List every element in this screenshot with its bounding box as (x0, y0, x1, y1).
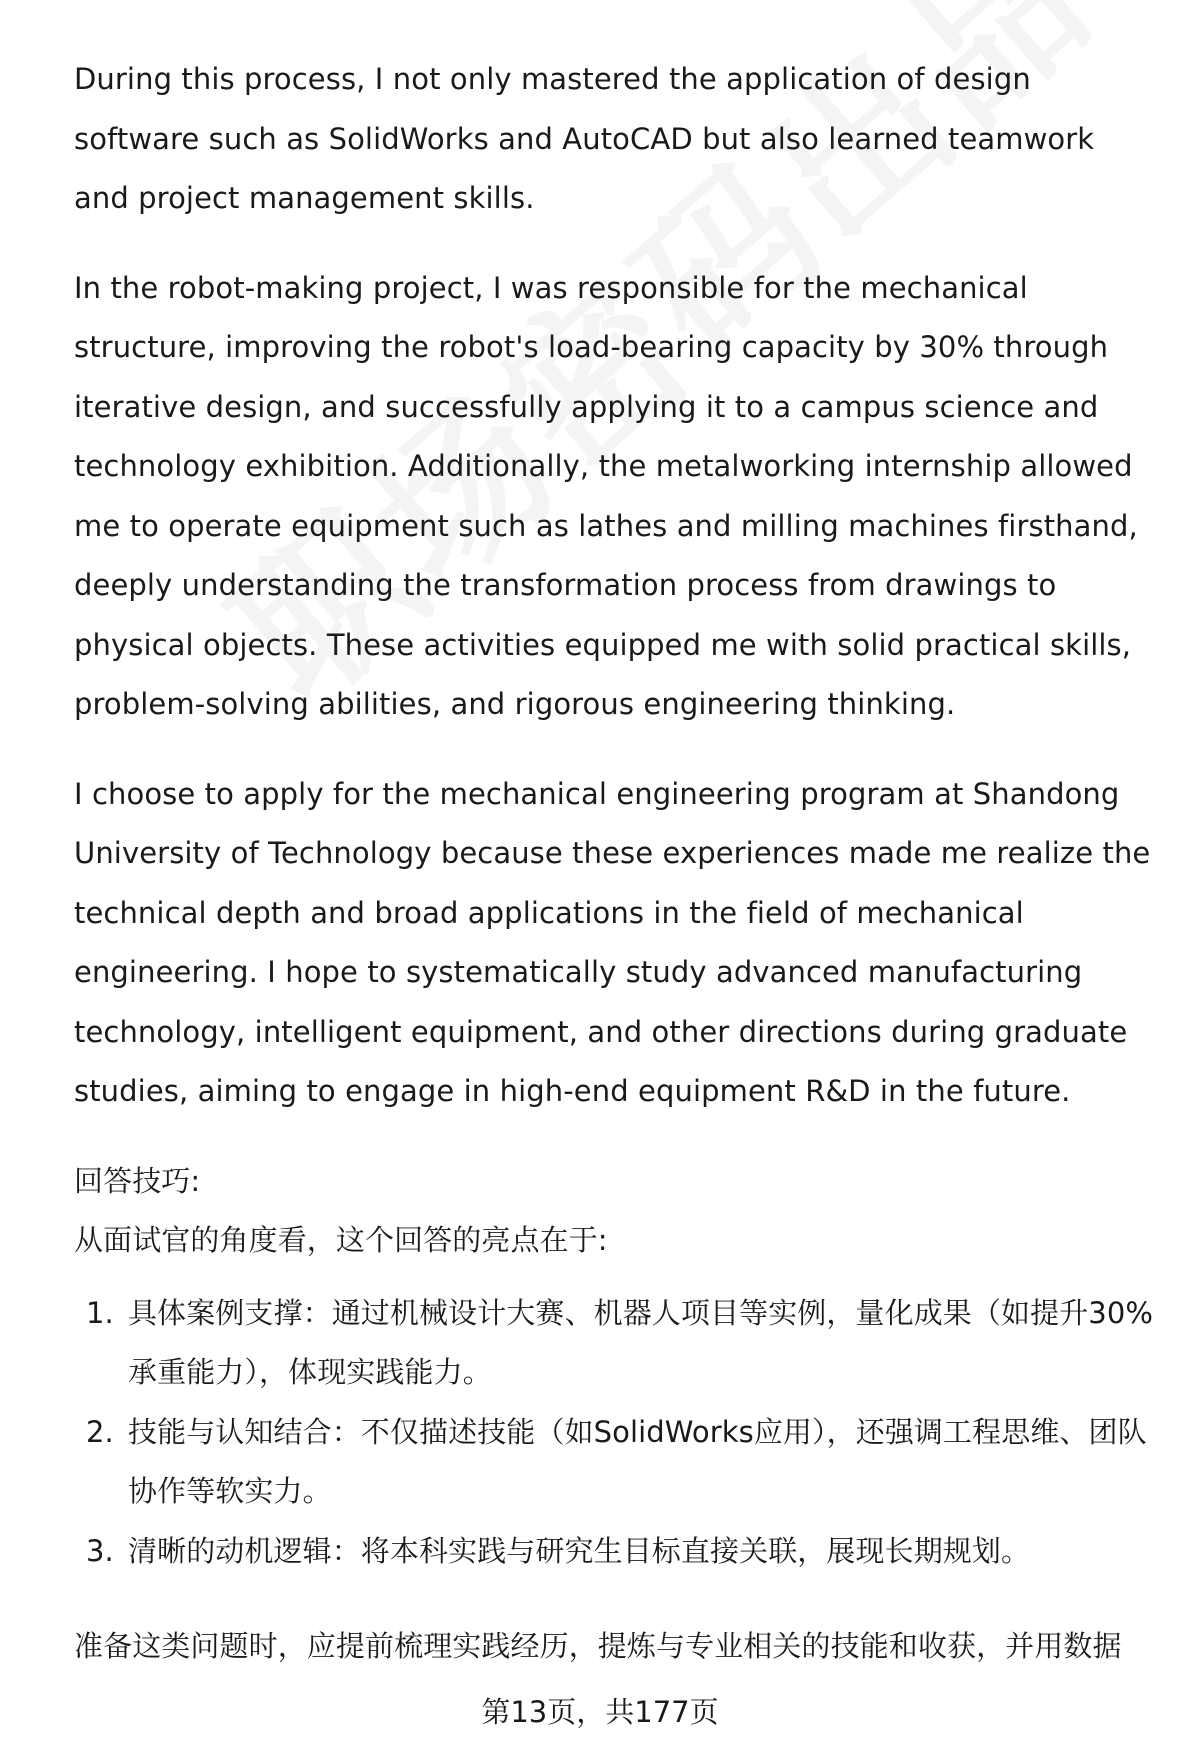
list-item-number: 2. (86, 1414, 114, 1449)
page-number-footer: 第13页，共177页 (0, 1692, 1200, 1732)
list-item-text: 清晰的动机逻辑：将本科实践与研究生目标直接关联，展现长期规划。 (128, 1533, 1031, 1568)
closing-paragraph: 准备这类问题时，应提前梳理实践经历，提炼与专业相关的技能和收获，并用数据 (74, 1629, 1122, 1663)
paragraph-robot-project: In the robot-making project, I was responsible for the mechanical structure, improving the robot's load-bearing capacity by 30% through iterative design, and successfully applying it to a campus science and technology exhibition. Additionally, the metalworking internship allowed me to operate equipment such as lathes and milling machines firsthand, deeply understanding the transformation process from drawings to physical objects. These activities equipped me with solid practical skills, problem-solving abilities, and rigorous engineering thinking. (74, 270, 1138, 721)
list-item (74, 1284, 1154, 1403)
paragraph-motivation: I choose to apply for the mechanical engineering program at Shandong University of Technology because these experiences made me realize the technical depth and broad applications in the field of mechanical engineering. I hope to systematically study advanced manufacturing technology, intelligent equipment, and other directions during graduate studies, aiming to engage in high-end equipment R&D in the future. (74, 776, 1151, 1108)
tips-intro: 从面试官的角度看，这个回答的亮点在于: (74, 1222, 608, 1257)
list-item (74, 1522, 1154, 1582)
list-item-number: 3. (86, 1533, 114, 1568)
list-item-text: 具体案例支撑：通过机械设计大赛、机器人项目等实例，量化成果（如提升30%承重能力），体现实践能力。 (128, 1295, 1154, 1389)
paragraph-design-software: During this process, I not only mastered the application of design software such as SolidWorks and AutoCAD but also learned teamwork and project management skills. (74, 62, 1095, 215)
tips-list (74, 1284, 1154, 1582)
list-item (74, 1403, 1154, 1522)
tips-heading: 回答技巧: (74, 1163, 201, 1198)
list-item-number: 1. (86, 1295, 114, 1330)
document-body (74, 50, 1154, 1676)
list-item-text: 技能与认知结合：不仅描述技能（如SolidWorks应用），还强调工程思维、团队协作等软实力。 (128, 1414, 1147, 1508)
